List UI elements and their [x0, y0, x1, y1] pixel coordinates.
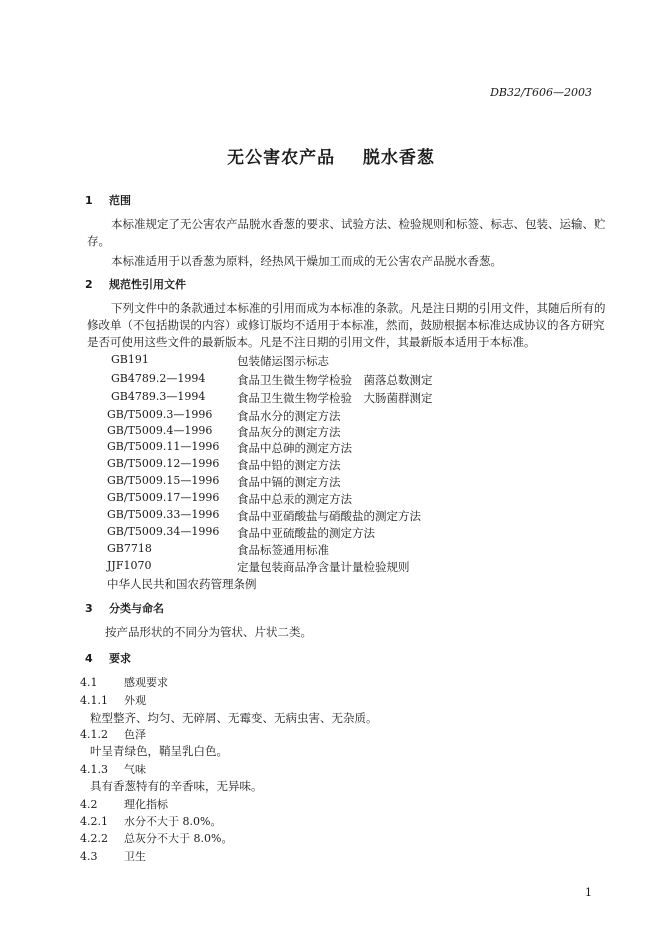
- ref-code: GB4789.2—1994: [111, 372, 206, 385]
- ref-code: GB4789.3—1994: [111, 390, 206, 403]
- ref-title: 食品中镉的测定方法: [237, 475, 341, 489]
- ref-title: 食品中铅的测定方法: [237, 458, 341, 472]
- section-title: 规范性引用文件: [109, 278, 186, 291]
- subsection-title: 气味: [124, 763, 146, 776]
- subsection-4-2-2: [80, 830, 232, 846]
- ref-title: 食品中总汞的测定方法: [237, 492, 352, 506]
- section-title: 分类与命名: [109, 602, 164, 615]
- ref-title: 食品中亚硝酸盐与硝酸盐的测定方法: [237, 509, 421, 523]
- ref-title: 包装储运图示标志: [237, 354, 329, 368]
- subsection-number: 4.3: [80, 850, 98, 863]
- refs-intro-paragraph: 下列文件中的条款通过本标准的引用而成为本标准的条款。凡是注日期的引用文件，其随后所有的修改单（不包括勘误的内容）或修订版均不适用于本标准，然而，鼓励根据本标准达成协议的各方研究是否可使用这些文件的最新版本。凡是不注日期的引用文件，其最新版本适用于本标准。: [87, 301, 606, 349]
- subsection-4-1-1: [80, 692, 146, 708]
- ref-code: GB/T5009.3—1996: [107, 408, 213, 421]
- appearance-text: 粒型整齐、均匀、无碎屑、无霉变、无病虫害、无杂质。: [90, 711, 378, 725]
- ref-code: GB/T5009.4—1996: [107, 424, 213, 437]
- document-title: 无公害农产品 脱水香葱: [227, 148, 435, 168]
- section-title: 要求: [109, 652, 131, 665]
- ref-code: GB/T5009.17—1996: [107, 491, 220, 504]
- subsection-4-1-3: [80, 761, 146, 777]
- subsection-number: 4.2.1: [80, 815, 108, 828]
- subsection-text: 总灰分不大于 8.0%。: [124, 832, 233, 845]
- subsection-4-3: [80, 848, 146, 864]
- subsection-title: 理化指标: [124, 798, 168, 811]
- ref-code: JJF1070: [107, 559, 152, 572]
- section-1-heading: [85, 192, 131, 208]
- section-number: 3: [85, 602, 93, 615]
- section-number: 4: [85, 652, 93, 665]
- odor-text: 具有香葱特有的辛香味，无异味。: [90, 779, 263, 793]
- ref-code: GB/T5009.12—1996: [107, 457, 220, 470]
- scope-paragraph-1: 本标准规定了无公害农产品脱水香葱的要求、试验方法、检验规则和标签、标志、包装、运输、贮存。: [87, 217, 606, 248]
- classification-paragraph: 按产品形状的不同分为管状、片状二类。: [105, 625, 312, 639]
- standard-code: DB32/T606—2003: [490, 86, 592, 99]
- subsection-number: 4.2: [80, 798, 98, 811]
- ref-code: GB/T5009.33—1996: [107, 508, 220, 521]
- ref-code: GB/T5009.11—1996: [107, 440, 220, 453]
- subsection-number: 4.1.3: [80, 763, 108, 776]
- section-3-heading: [85, 600, 164, 616]
- subsection-4-2-1: [80, 813, 221, 829]
- section-number: 1: [85, 194, 93, 207]
- ref-code: GB/T5009.34—1996: [107, 525, 220, 538]
- ref-title: 食品灰分的测定方法: [237, 425, 341, 439]
- subsection-4-1-2: [80, 726, 146, 742]
- section-4-heading: [85, 650, 131, 666]
- section-number: 2: [85, 278, 93, 291]
- subsection-title: 色泽: [124, 728, 146, 741]
- subsection-title: 卫生: [124, 850, 146, 863]
- ref-code: GB191: [111, 353, 149, 366]
- subsection-number: 4.1.1: [80, 694, 108, 707]
- section-2-heading: [85, 276, 186, 292]
- ref-extra: 中华人民共和国农药管理条例: [107, 577, 257, 591]
- subsection-title: 外观: [124, 694, 146, 707]
- subsection-number: 4.1.2: [80, 728, 108, 741]
- color-text: 叶呈青绿色，鞘呈乳白色。: [90, 744, 228, 758]
- scope-paragraph-2: 本标准适用于以香葱为原料，经热风干燥加工而成的无公害农产品脱水香葱。: [111, 254, 502, 268]
- ref-code: GB/T5009.15—1996: [107, 474, 220, 487]
- ref-title: 食品卫生微生物学检验 菌落总数测定: [237, 373, 433, 387]
- ref-code: GB7718: [107, 542, 152, 555]
- subsection-text: 水分不大于 8.0%。: [124, 815, 222, 828]
- section-title: 范围: [109, 194, 131, 207]
- ref-title: 食品标签通用标准: [237, 543, 329, 557]
- ref-title: 食品水分的测定方法: [237, 409, 341, 423]
- subsection-4-1: [80, 674, 168, 690]
- ref-title: 定量包装商品净含量计量检验规则: [237, 560, 410, 574]
- ref-title: 食品卫生微生物学检验 大肠菌群测定: [237, 391, 433, 405]
- ref-title: 食品中总砷的测定方法: [237, 441, 352, 455]
- subsection-4-2: [80, 796, 168, 812]
- subsection-number: 4.1: [80, 676, 98, 689]
- subsection-title: 感观要求: [124, 676, 168, 689]
- page-number: 1: [585, 886, 592, 899]
- ref-title: 食品中亚硫酸盐的测定方法: [237, 526, 375, 540]
- subsection-number: 4.2.2: [80, 832, 108, 845]
